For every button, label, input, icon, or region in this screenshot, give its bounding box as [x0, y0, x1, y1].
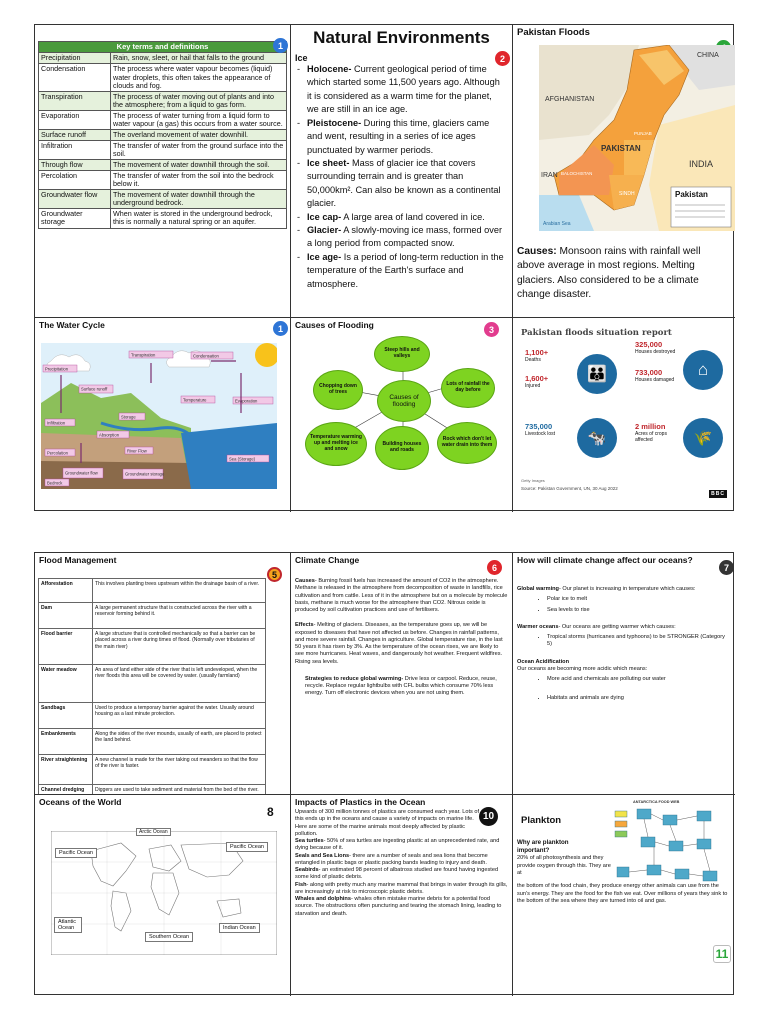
- key-term-definition: The process of water moving out of plants and into the atmosphere; from a liquid to gas form.: [111, 91, 287, 110]
- key-term: Transpiration: [39, 91, 111, 110]
- key-term-definition: The process of water turning from a liquid form to water vapour (a gas) this occurs from a water source.: [111, 110, 287, 129]
- plastics-panel: [291, 795, 513, 996]
- animal-name: Seabirds: [295, 867, 319, 874]
- flooding-cause-bubble: Rock which don't let water drain into them: [437, 422, 497, 464]
- key-term-row: [39, 171, 287, 190]
- impact-text: - 50% of sea turtles are ingesting plastic at an unprecedented rate, and dying because of it.: [295, 838, 500, 852]
- diagram-label: Surface runoff: [81, 386, 108, 392]
- panel-title: Climate Change: [295, 555, 360, 565]
- ocean-acidification-heading: Ocean Acidification: [517, 658, 570, 665]
- strategy-name: Embankments: [39, 729, 93, 755]
- key-term-definition: The transfer of water from the soil into the bedrock below it.: [111, 171, 287, 190]
- map-label: Arabian Sea: [543, 221, 571, 227]
- section-badge: 11: [713, 945, 731, 963]
- flood-management-row: [39, 785, 266, 796]
- report-stat: [525, 348, 548, 363]
- impact-text: - there are a number of seals and sea lions that become entangled in plastic bags or plastic packing bands leading to injury and death.: [295, 852, 488, 866]
- diagram-label: Groundwater flow: [65, 470, 98, 476]
- ice-definition: [295, 251, 506, 291]
- ice-term-text: A large area of land covered in ice.: [341, 211, 485, 222]
- key-term: Percolation: [39, 171, 111, 190]
- key-term-row: [39, 91, 287, 110]
- flooding-cause-bubble: Lots of rainfall the day before: [441, 368, 495, 408]
- key-terms-table: [38, 41, 287, 229]
- wo-body: - Our oceans are getting warmer which causes:: [558, 623, 676, 630]
- diagram-label: Condensation: [193, 353, 219, 359]
- key-term-row: [39, 129, 287, 140]
- stat-value: 735,000: [525, 422, 553, 431]
- ice-term: Holocene-: [307, 64, 352, 74]
- diagram-label: Evaporation: [235, 398, 258, 404]
- section-badge: 6: [487, 560, 502, 575]
- impact-text: - an estimated 98 percent of albatross studied are found having ingested some kind of plastic debris.: [295, 867, 499, 881]
- panel-title: How will climate change affect our oceans?: [517, 555, 693, 565]
- animal-name: Fish: [295, 881, 307, 888]
- map-label: CHINA: [697, 52, 719, 59]
- causes-of-flooding-panel: [291, 318, 513, 512]
- report-stat: [635, 368, 679, 383]
- flooding-cause-bubble: Chopping down of trees: [313, 370, 363, 410]
- pakistan-floods-panel: [513, 25, 735, 318]
- plankton-text-wrap: 20% of all photosynthesis and they provide oxygen through this. They are at: [517, 855, 611, 877]
- oceans-climate-panel: [513, 553, 735, 795]
- key-term-definition: The movement of water downhill through the underground bedrock.: [111, 190, 287, 209]
- animal-name: Whales and dolphins: [295, 896, 351, 903]
- plankton-panel: [513, 795, 735, 996]
- stat-value: 1,600+: [525, 374, 549, 383]
- ice-definition: [295, 211, 506, 224]
- plastic-impact-item: [295, 867, 508, 882]
- section-badge: 10: [479, 807, 498, 826]
- ocean-acidification-text: Our oceans are becoming more acidic which means:: [517, 665, 648, 672]
- report-stat: [635, 340, 679, 355]
- climate-effects: [295, 622, 508, 666]
- warmer-oceans-bullets: [517, 634, 731, 649]
- plastics-intro: Upwards of 300 million tonnes of plastics are consumed each year. Lots of this ends up in the oceans and cause a variety of impacts on marine life. Here are some of the marine animals most deeply affected by plastic pollution.: [295, 809, 480, 837]
- key-term-row: [39, 53, 287, 64]
- section-badge: 1: [273, 38, 288, 53]
- bullet-item: • Sea levels to rise: [547, 607, 731, 614]
- house-flood-icon: ⌂: [683, 350, 723, 390]
- ocean-label: Atlantic Ocean: [54, 917, 82, 933]
- causes-text: [517, 245, 731, 302]
- ocean-acidification-bullets: [517, 676, 731, 703]
- ice-term-text: During this time, glaciers came and went, resulting in a series of ice ages punctuated by warmer periods.: [307, 117, 490, 155]
- water-cycle-diagram: [41, 343, 277, 489]
- report-stat: [525, 374, 548, 389]
- key-term-definition: The transfer of water from the ground surface into the soil.: [111, 140, 287, 159]
- strategy-description: An area of land either side of the river that is left undeveloped, when the river floods this area will be covered by water. (usually farmland): [93, 665, 266, 703]
- key-terms-panel: [35, 25, 291, 318]
- ice-panel: [291, 25, 513, 318]
- strategy-description: Used to produce a temporary barrier against the water. Usually around housing as a last minute protection.: [93, 703, 266, 729]
- impact-text: - along with pretty much any marine mammal that brings in water through its gills, are increasingly at risk to microscopic plastic debris.: [295, 881, 508, 895]
- causes-label: Causes: [295, 578, 315, 584]
- key-term-row: [39, 140, 287, 159]
- map-label: INDIA: [689, 159, 714, 169]
- section-badge: 7: [719, 560, 734, 575]
- flood-management-row: [39, 579, 266, 603]
- animal-name: Seals and Sea Lions: [295, 852, 350, 859]
- bullet-item: • Polar ice to melt: [547, 596, 731, 603]
- key-term-row: [39, 190, 287, 209]
- report-title: Pakistan floods situation report: [521, 328, 672, 338]
- map-label: IRAN: [541, 172, 558, 179]
- key-term: Precipitation: [39, 53, 111, 64]
- diagram-label: Precipitation: [45, 366, 69, 372]
- section-badge: 3: [484, 322, 499, 337]
- ice-definitions-list: [291, 63, 512, 291]
- strategy-description: Along the sides of the river mounds, usually of earth, are placed to protect the land behind.: [93, 729, 266, 755]
- key-term-row: [39, 160, 287, 171]
- ice-definition: [295, 63, 506, 117]
- stat-label: Houses damaged: [635, 377, 675, 383]
- key-term-definition: Rain, snow, sleet, or hail that falls to the ground: [111, 53, 287, 64]
- report-stat: [525, 422, 555, 437]
- ice-term: Ice cap-: [307, 211, 342, 222]
- ocean-label: Pacific Ocean: [226, 842, 268, 852]
- flood-management-table: [38, 578, 266, 795]
- revision-sheet-page-1: [34, 24, 734, 511]
- key-terms-header: Key terms and definitions: [39, 42, 287, 53]
- flooding-center-bubble: Causes of flooding: [377, 380, 431, 422]
- diagram-label: Groundwater storage: [125, 471, 165, 477]
- strategy-name: River straightening: [39, 755, 93, 785]
- plankton-text-full: the bottom of the food chain, they produce energy other animals can use from the sun's energy. They are the food for the fish we eat. Over millions of years they sink to the bottom of the sea where they are turned into oil and gas.: [517, 883, 728, 905]
- section-badge: 1: [273, 321, 288, 336]
- report-grid: [521, 340, 729, 478]
- situation-report-panel: [513, 318, 735, 512]
- map-label: AFGHANISTAN: [545, 96, 595, 103]
- flood-management-row: [39, 755, 266, 785]
- ice-heading: Ice: [295, 53, 308, 63]
- strategy-name: Dam: [39, 603, 93, 629]
- strategy-description: Diggers are used to take sediment and material from the bed of the river.: [93, 785, 266, 796]
- strategy-name: Flood barrier: [39, 629, 93, 665]
- ice-term: Pleistocene-: [307, 117, 362, 128]
- flood-management-row: [39, 665, 266, 703]
- panel-title: Plankton: [521, 815, 562, 826]
- cow-icon: 🐄: [577, 418, 617, 458]
- diagram-label: Percolation: [47, 450, 68, 456]
- flood-management-row: [39, 703, 266, 729]
- diagram-label: Absorption: [99, 432, 120, 438]
- stat-value: 733,000: [635, 368, 663, 377]
- stat-value: 1,100+: [525, 348, 549, 357]
- flood-management-row: [39, 629, 266, 665]
- map-label: BALOCHISTAN: [561, 171, 593, 176]
- strategy-description: A large permanent structure that is constructed across the river with a reservoir forming behind it.: [93, 603, 266, 629]
- ice-term-text: Current geological period of time which started some 11,500 years ago. Although it is considered as a warm time for the planet, we are still in an ice age.: [307, 64, 500, 115]
- wo-label: Warmer oceans: [517, 623, 559, 630]
- key-term: Condensation: [39, 64, 111, 91]
- key-term-definition: The overland movement of water downhill.: [111, 129, 287, 140]
- causes-body: Monsoon rains with rainfall well above average in most regions. Melting glaciers. Also considered to be a climate change disaster.: [517, 246, 701, 300]
- strategies-body: Drive less or carpool. Reduce, reuse, recycle. Replace regular lightbulbs with CFL bulbs which consume 70% less energy. Turn off electronic devices when you are not using them.: [305, 675, 497, 697]
- plastic-impact-item: [295, 896, 508, 918]
- crop-icon: 🌾: [683, 418, 723, 458]
- key-term-definition: When water is stored in the underground bedrock, this is normally a natural spring or an aquifer.: [111, 209, 287, 228]
- key-term-definition: The movement of water downhill through the soil.: [111, 160, 287, 171]
- effects-label: Effects: [295, 622, 314, 629]
- section-badge: 8: [267, 805, 274, 819]
- antarctica-food-web: [611, 797, 723, 893]
- plastic-impact-item: [295, 838, 508, 853]
- report-source: Source: Pakistan Government, UN, 30 Aug 2022: [521, 486, 618, 491]
- global-warming-bullets: [517, 596, 731, 614]
- climate-strategies: [295, 676, 508, 698]
- map-label: PUNJAB: [634, 131, 652, 136]
- warmer-oceans-text: [517, 624, 731, 631]
- ice-term-text: A slowly-moving ice mass, formed over a long period from compacted snow.: [307, 225, 503, 249]
- key-term-row: [39, 64, 287, 91]
- bbc-logo: BBC: [711, 491, 725, 497]
- flooding-cause-bubble: Steep hills and valleys: [374, 336, 430, 372]
- diagram-label: Infiltration: [47, 420, 66, 426]
- diagram-label: Storage: [121, 414, 136, 420]
- strategy-description: A new channel is made for the river taking out meanders so that the flow of the river is faster.: [93, 755, 266, 785]
- diagram-label: Transpiration: [131, 352, 156, 358]
- panel-title: Causes of Flooding: [295, 320, 374, 330]
- ocean-label: Pacific Ocean: [55, 848, 97, 858]
- pakistan-map: [539, 45, 735, 231]
- ice-definition: [295, 224, 506, 251]
- plastic-impact-item: [295, 853, 508, 868]
- gw-label: Global warming: [517, 586, 559, 592]
- climate-change-panel: [291, 553, 513, 795]
- stat-value: 325,000: [635, 340, 663, 349]
- causes-body: - Burning fossil fuels has increased the amount of CO2 in the atmosphere. Methane is released in the atmosphere from decomposition of waste in landfills, rice cultivation and from cattle. Less of it in the atmosphere but on a molecule by molecule basis, methane is much worse for the atmosphere than CO2. Nitrous oxide is produced by soil cultivation practices and use of fertilisers.: [295, 578, 508, 614]
- ice-term: Ice sheet-: [307, 157, 350, 168]
- stat-label: Livestock lost: [525, 431, 556, 437]
- plastic-impact-item: [295, 882, 508, 897]
- key-term: Infiltration: [39, 140, 111, 159]
- panel-title: Pakistan Floods: [517, 27, 590, 38]
- panel-title: The Water Cycle: [39, 320, 105, 330]
- water-cycle-panel: [35, 318, 291, 512]
- strategy-name: Water meadow: [39, 665, 93, 703]
- map-legend-title: Pakistan: [675, 190, 708, 199]
- image-credit: Getty Images: [521, 478, 545, 483]
- stat-value: 2 million: [635, 422, 666, 431]
- strategy-name: Afforestation: [39, 579, 93, 603]
- food-web-title: ANTARCTICA FOOD WEB: [633, 800, 680, 804]
- panel-title: Oceans of the World: [39, 797, 122, 807]
- flood-management-panel: [35, 553, 291, 795]
- stat-label: Injured: [525, 383, 541, 389]
- section-badge: 5: [267, 567, 282, 582]
- gw-body: - Our planet is increasing in temperature which causes:: [558, 586, 696, 592]
- ice-term: Glacier-: [307, 225, 342, 236]
- ice-definition: [295, 117, 506, 157]
- flood-management-row: [39, 603, 266, 629]
- flooding-cause-bubble: Building houses and roads: [375, 426, 429, 470]
- strategy-name: Sandbags: [39, 703, 93, 729]
- ice-term: Ice age-: [307, 251, 342, 262]
- bullet-item: • Tropical storms (hurricanes and typhoons) to be STRONGER (Category 5): [547, 634, 731, 649]
- key-term: Groundwater storage: [39, 209, 111, 228]
- revision-sheet-page-2: [34, 552, 734, 995]
- plankton-question: Why are plankton important?: [517, 839, 569, 854]
- ocean-label: Indian Ocean: [219, 923, 260, 933]
- causes-label: Causes:: [517, 246, 557, 257]
- ice-term-text: Is a period of long-term reduction in the temperature of the Earth's surface and atmosphere.: [307, 251, 504, 289]
- global-warming-text: [517, 586, 731, 593]
- diagram-label: Temperature: [183, 397, 207, 403]
- bullet-item: • More acid and chemicals are polluting our water: [547, 676, 731, 683]
- people-icon: 👪: [577, 354, 617, 394]
- bullet-item: • Habitats and animals are dying: [547, 695, 731, 702]
- oceans-world-panel: [35, 795, 291, 996]
- flooding-cause-bubble: Temperature warming up and melting ice and snow: [305, 422, 367, 466]
- stat-label: Deaths: [525, 357, 541, 363]
- animal-name: Sea turtles: [295, 838, 324, 845]
- ocean-label: Arctic Ocean: [136, 828, 171, 836]
- strategies-label: Strategies to reduce global warming-: [305, 675, 404, 682]
- ice-term-text: Mass of glacier ice that covers surrounding terrain and is greater than 50,000km². Can also be known as a continental glacier.: [307, 157, 501, 209]
- strategy-description: This involves planting trees upstream within the drainage basin of a river.: [93, 579, 266, 603]
- ocean-label: Southern Ocean: [145, 932, 193, 942]
- key-term: Groundwater flow: [39, 190, 111, 209]
- impact-text: - whales often mistake marine debris for a potential food source. The obstructions often puncturing and tearing the stomach lining, leading to starvation and death.: [295, 896, 502, 917]
- map-label: PAKISTAN: [601, 144, 641, 153]
- panel-title: Flood Management: [39, 555, 117, 565]
- stat-label: Acres of crops affected: [635, 431, 667, 443]
- climate-causes: [295, 578, 508, 614]
- diagram-label: Bedrock: [47, 480, 63, 486]
- key-term: Through flow: [39, 160, 111, 171]
- plastics-list: [295, 838, 508, 918]
- key-term: Evaporation: [39, 110, 111, 129]
- key-term: Surface runoff: [39, 129, 111, 140]
- strategy-description: A large structure that is controlled mechanically so that a barrier can be placed across a river during times of flood. (Normally over tributaries of the main river): [93, 629, 266, 665]
- ice-definition: [295, 157, 506, 211]
- key-term-row: [39, 110, 287, 129]
- diagram-label: River Flow: [127, 448, 147, 454]
- map-label: SINDH: [619, 191, 635, 197]
- panel-title: Impacts of Plastics in the Ocean: [295, 797, 426, 807]
- page-title: Natural Environments: [313, 28, 490, 47]
- key-term-row: [39, 209, 287, 228]
- report-stat: [635, 422, 679, 443]
- diagram-label: Sea (Storage): [229, 456, 256, 462]
- section-badge: 2: [495, 51, 510, 66]
- stat-label: Houses destroyed: [635, 349, 676, 355]
- strategy-name: Channel dredging: [39, 785, 93, 796]
- flood-management-row: [39, 729, 266, 755]
- effects-body: - Melting of glaciers. Diseases, as the temperature goes up, we will be exposed to diseases that have not affected us before. Changes in rainfall patterns, and more severe rainfall. Changes in agriculture. Global temperature rise, in the last 50 years it has risen by 3%. As the temperature of the ocean rises, we are likely to see more hurricanes. Heat waves, and dangerously hot weather. Frequent wildfires. Rising sea levels.: [295, 622, 503, 665]
- key-term-definition: The process where water vapour becomes (liquid) water droplets, this often takes the appearance of clouds and fog.: [111, 64, 287, 91]
